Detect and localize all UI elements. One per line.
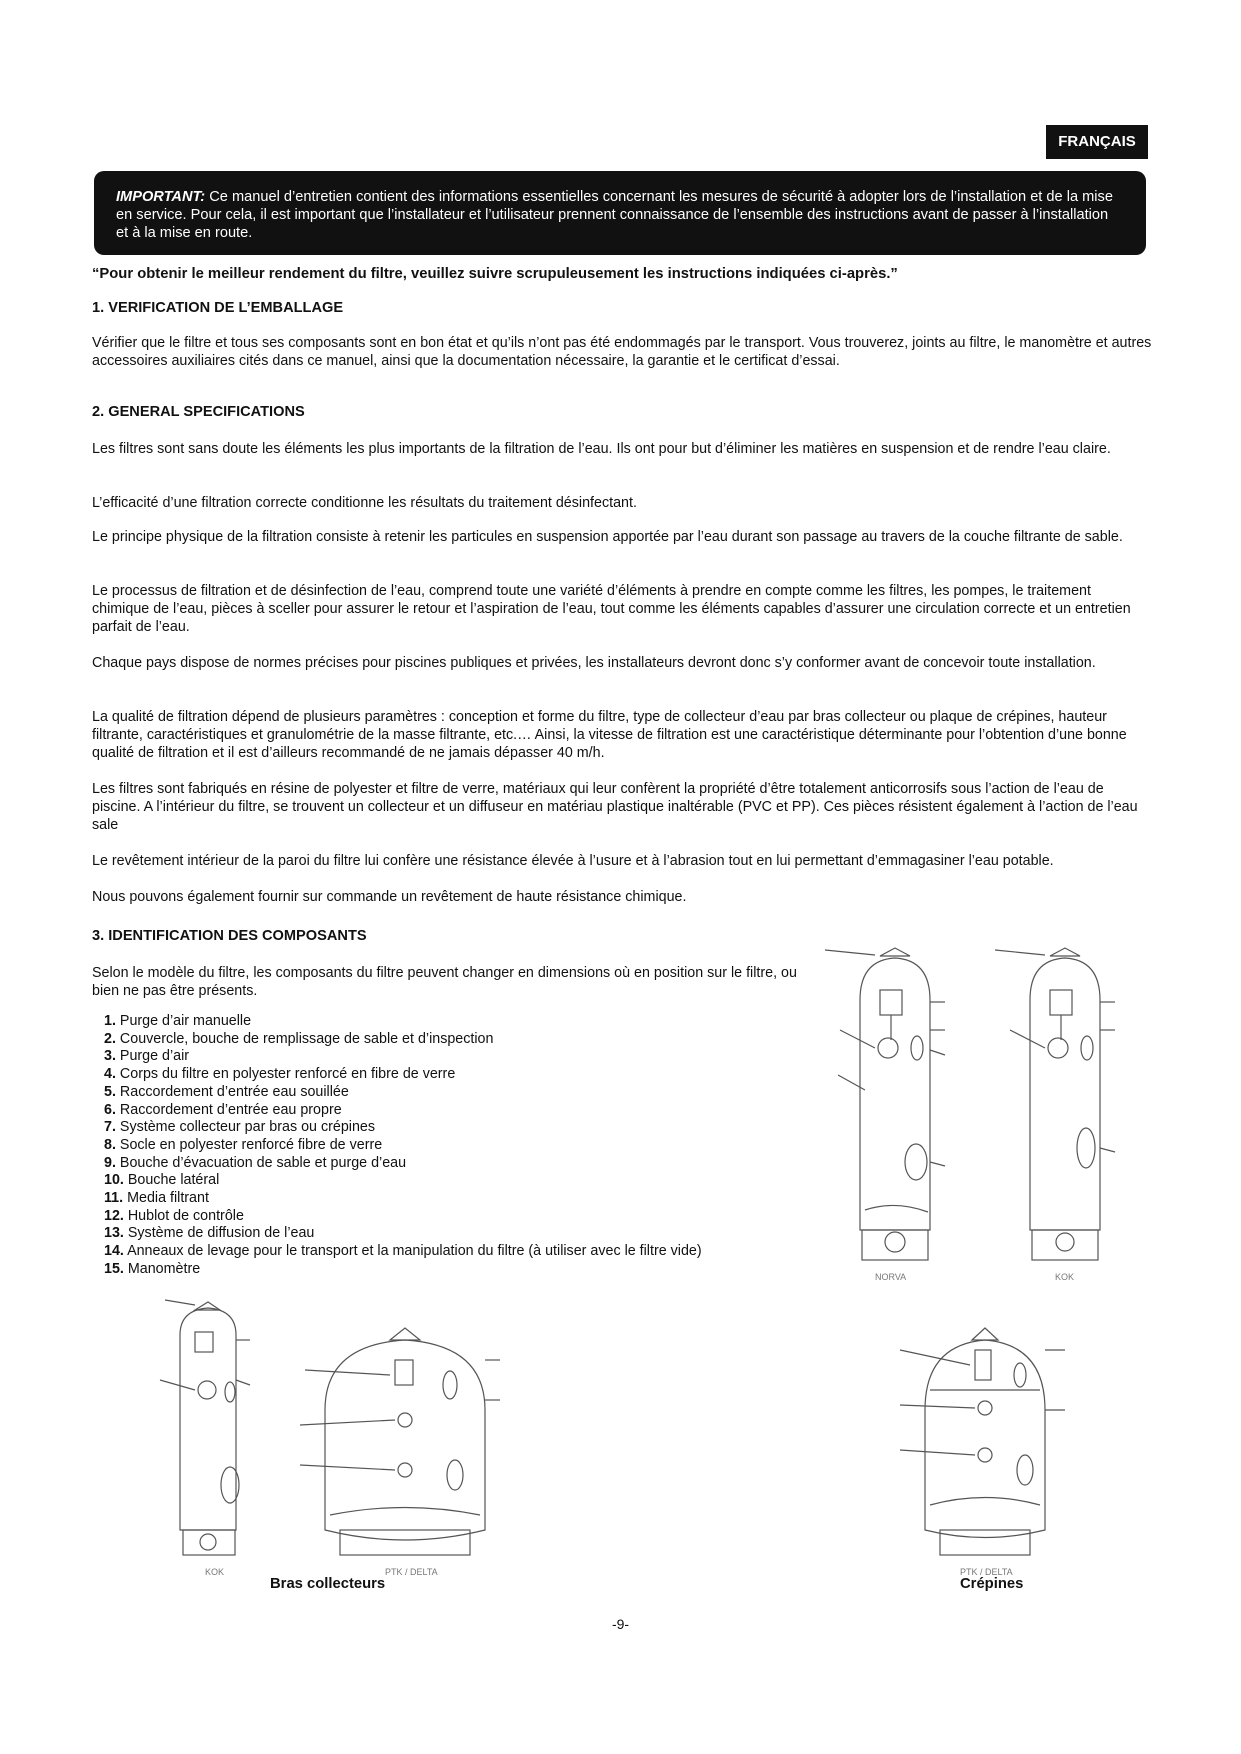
item-number: 14.	[104, 1243, 124, 1260]
important-text: Ce manuel d’entretien contient des informations essentielles concernant les mesures de sécurité à adopter lors de l’installation et de la mise en service. Pour cela, il est important que l’installateur et l’utilisateur prennent connaissance de l’ensemble des instructions avant de passer à l’installation et à la mise en route.	[116, 189, 1113, 241]
language-tab: FRANÇAIS	[1046, 125, 1148, 159]
item-label: Manomètre	[127, 1260, 201, 1277]
item-label: Couvercle, bouche de remplissage de sable et d’inspection	[119, 1030, 494, 1047]
item-label: Anneaux de levage pour le transport et la manipulation du filtre (à utiliser avec le filtre vide)	[127, 1243, 702, 1260]
item-label: Bouche latéral	[127, 1172, 220, 1189]
item-label: Socle en polyester renforcé fibre de verre	[119, 1136, 383, 1153]
model-label: NORVA	[875, 1272, 907, 1282]
section2-paragraph: Nous pouvons également fournir sur commande un revêtement de haute résistance chimique.	[92, 889, 687, 905]
filter-drawing-kok	[160, 1300, 250, 1555]
important-notice	[94, 171, 1146, 255]
list-item	[104, 1084, 702, 1102]
caption-bras-collecteurs: Bras collecteurs	[270, 1576, 386, 1592]
list-item	[104, 1048, 702, 1066]
filter-diagram-crepines	[880, 1290, 1110, 1580]
section3-intro: Selon le modèle du filtre, les composants du filtre peuvent changer en dimensions où en position sur le filtre, ou bien ne pas être présents.	[92, 965, 797, 999]
item-label: Media filtrant	[127, 1190, 209, 1207]
section2-paragraph: Le processus de filtration et de désinfection de l’eau, comprend toute une variété d’éléments à prendre en compte comme les filtres, les pompes, le traitement chimique de l’eau, pièces à sceller pour assurer le retour et l’aspiration de l’eau, tout comme les éléments capables d’assurer une circulation correcte et un entretien parfait de l’eau.	[92, 583, 1131, 635]
item-label: Hublot de contrôle	[127, 1207, 244, 1224]
item-number: 2.	[104, 1030, 116, 1047]
item-number: 10.	[104, 1172, 124, 1189]
model-label: KOK	[205, 1567, 225, 1577]
page-number: -9-	[611, 1616, 630, 1632]
section2-paragraph: Le revêtement intérieur de la paroi du filtre lui confère une résistance élevée à l’usure et à l’abrasion tout en lui permettant d’emmagasiner l’eau potable.	[92, 853, 1054, 869]
item-label: Raccordement d’entrée eau propre	[119, 1101, 342, 1118]
list-item	[104, 1066, 702, 1084]
list-item	[104, 1190, 702, 1208]
item-number: 7.	[104, 1119, 116, 1136]
list-item	[104, 1013, 702, 1031]
list-item	[104, 1261, 702, 1279]
item-number: 8.	[104, 1136, 116, 1153]
list-item	[104, 1208, 702, 1226]
important-label: IMPORTANT:	[116, 189, 206, 205]
section2-heading: 2. GENERAL SPECIFICATIONS	[92, 404, 305, 420]
model-label: PTK / DELTA	[385, 1567, 438, 1577]
list-item	[104, 1137, 702, 1155]
section2-paragraph: Chaque pays dispose de normes précises pour piscines publiques et privées, les installateurs devront donc s’y conformer avant de concevoir toute installation.	[92, 655, 1096, 671]
item-number: 12.	[104, 1207, 124, 1224]
model-label: PTK / DELTA	[960, 1567, 1013, 1577]
filter-drawing-ptk-delta	[900, 1328, 1065, 1555]
item-number: 11.	[104, 1190, 124, 1207]
item-label: Bouche d’évacuation de sable et purge d’eau	[119, 1154, 407, 1171]
item-label: Système collecteur par bras ou crépines	[119, 1119, 376, 1136]
list-item	[104, 1172, 702, 1190]
item-label: Corps du filtre en polyester renforcé en fibre de verre	[119, 1066, 456, 1083]
section3-heading: 3. IDENTIFICATION DES COMPOSANTS	[92, 928, 367, 944]
item-number: 13.	[104, 1225, 124, 1242]
model-label: KOK	[1055, 1272, 1075, 1282]
caption-crepines: Crépines	[960, 1576, 1024, 1592]
list-item	[104, 1102, 702, 1120]
filter-drawing-norva	[825, 948, 945, 1260]
section2-paragraph: Les filtres sont sans doute les éléments les plus importants de la filtration de l’eau. Ils ont pour but d’éliminer les matières en suspension et de rendre l’eau claire.	[92, 441, 1111, 457]
section1-heading: 1. VERIFICATION DE L’EMBALLAGE	[92, 300, 344, 316]
item-number: 3.	[104, 1048, 116, 1065]
list-item	[104, 1155, 702, 1173]
item-number: 5.	[104, 1083, 116, 1100]
item-number: 4.	[104, 1066, 116, 1083]
item-label: Purge d’air manuelle	[119, 1013, 252, 1029]
list-item	[104, 1119, 702, 1137]
filter-diagram-top-right	[820, 930, 1140, 1290]
filter-diagram-bras-collecteurs	[150, 1290, 510, 1580]
item-number: 6.	[104, 1101, 116, 1118]
item-label: Purge d’air	[119, 1048, 190, 1065]
list-item	[104, 1243, 702, 1261]
list-item	[104, 1031, 702, 1049]
item-number: 15.	[104, 1260, 124, 1277]
filter-drawing-kok	[995, 948, 1115, 1260]
item-number: 1.	[104, 1013, 116, 1029]
section2-paragraph: Les filtres sont fabriqués en résine de polyester et filtre de verre, matériaux qui leur confèrent la propriété d’être totalement anticorrosifs sous l’action de l’eau de piscine. A l’intérieur du filtre, se trouvent un collecteur et un diffuseur en matériau plastique inaltérable (PVC et PP). Ces pièces résistent également à l’action de l’eau sale	[92, 781, 1138, 833]
section2-paragraph: Le principe physique de la filtration consiste à retenir les particules en suspension apportée par l’eau durant son passage au travers de la couche filtrante de sable.	[92, 529, 1123, 545]
components-list	[104, 1013, 702, 1279]
item-label: Raccordement d’entrée eau souillée	[119, 1083, 349, 1100]
list-item	[104, 1225, 702, 1243]
intro-quote: “Pour obtenir le meilleur rendement du filtre, veuillez suivre scrupuleusement les instructions indiquées ci-après.”	[92, 266, 898, 282]
section2-paragraph: La qualité de filtration dépend de plusieurs paramètres : conception et forme du filtre, type de collecteur d’eau par bras collecteur ou plaque de crépines, hauteur filtrante, caractéristiques et granulométrie de la masse filtrante, etc.… Ainsi, la vitesse de filtration est une caractéristique déterminante pour l’obtention d’une bonne qualité de filtration et il est d’ailleurs recommandé de ne jamais dépasser 40 m/h.	[92, 709, 1127, 761]
item-number: 9.	[104, 1154, 116, 1171]
item-label: Système de diffusion de l’eau	[127, 1225, 315, 1242]
section2-paragraph: L’efficacité d’une filtration correcte conditionne les résultats du traitement désinfectant.	[92, 495, 637, 511]
filter-drawing-ptk-delta	[300, 1328, 500, 1555]
section1-paragraph: Vérifier que le filtre et tous ses composants sont en bon état et qu’ils n’ont pas été endommagés par le transport. Vous trouverez, joints au filtre, le manomètre et autres accessoires auxiliaires cités dans ce manuel, ainsi que la documentation nécessaire, la garantie et le certificat d’essai.	[92, 335, 1152, 369]
